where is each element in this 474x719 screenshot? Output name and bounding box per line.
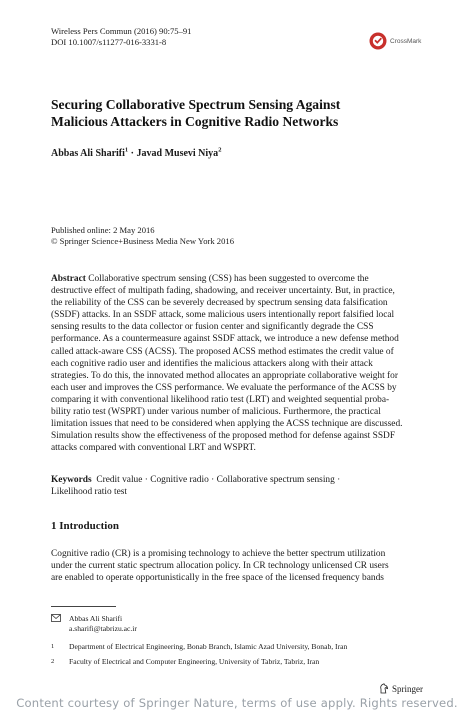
publisher-logo [379,683,423,694]
body-line: under the current static spectrum allocation policy. In CR technology unlicensed CR users [51,561,389,572]
crossmark-badge[interactable] [369,30,449,52]
introduction-text [51,548,424,584]
body-line: Cognitive radio (CR) is a promising technology to achieve the better spectrum utilization [51,549,386,559]
abstract-line: called attack-aware CSS (ACSS). The proposed ACSS method estimates the credit value of [51,346,394,357]
footnote-divider [51,606,116,607]
abstract-line: Simulation results show the effectiveness of the proposed method for defense against SSDF [51,431,396,442]
title-line-1: Securing Collaborative Spectrum Sensing Against [51,97,341,112]
copyright-line: © Springer Science+Business Media New York 2016 [51,236,234,246]
affiliation-marker: 2 [218,146,222,154]
courtesy-watermark: Content courtesy of Springer Nature, terms of use apply. Rights reserved. [16,696,458,710]
corresponding-name: Abbas Ali Sharifi [69,614,123,623]
abstract-line: destructive effect of multipath fading, shadowing, and receiver uncertainty. But, in practice, [51,286,395,297]
keywords [51,474,424,498]
affiliation-marker: 1 [124,146,129,154]
author-separator: · [128,148,137,159]
corresponding-author [51,614,137,634]
affiliation-2 [51,657,319,667]
affiliation-1 [51,642,347,652]
abstract-line: each cognitive radio user and identifies the malicious attackers along with their attack [51,358,373,369]
abstract-line: (SSDF) attacks. In an SSDF attack, some malicious users intentionally report falsified local [51,310,395,321]
publication-info [51,225,234,247]
abstract [51,273,424,454]
affiliation-text: Department of Electrical Engineering, Bonab Branch, Islamic Azad University, Bonab, Iran [69,642,348,651]
abstract-line: bility ratio test (WSPRT) under various number of malicious. Furthermore, the practical [51,407,381,418]
journal-line: Wireless Pers Commun (2016) 90:75–91 [51,26,192,36]
crossmark-label: CrossMark [390,37,422,45]
published-date: Published online: 2 May 2016 [51,225,155,235]
abstract-label: Abstract [51,274,86,284]
abstract-line: performance. As a countermeasure against SSDF attack, we introduce a new defense method [51,334,399,345]
author-name[interactable]: Javad Musevi Niya [136,148,219,159]
author-list [51,148,221,159]
author-name[interactable]: Abbas Ali Sharifi [51,148,125,159]
envelope-icon [51,614,69,634]
abstract-line: comparing it with conventional likelihood ratio test (LRT) and weighted sequential proba- [51,394,390,405]
abstract-line: each user and improves the CSS performance. We evaluate the performance of the ACSS by [51,382,397,393]
springer-horse-icon [379,683,389,694]
keywords-label: Keywords [51,475,92,485]
body-line: are enabled to operate opportunistically in the free space of the licensed frequency bands [51,573,384,584]
abstract-line: strategies. To do this, the innovated method allocates an appropriate collaborative weight for [51,370,398,381]
affiliation-number: 2 [51,658,55,665]
keywords-line: Keywords Credit value · Cognitive radio · Collaborative spectrum sensing · [51,475,341,485]
abstract-line: limitation issues that need to be considered when applying the ACSS technique are discussed. [51,419,403,430]
corresponding-email[interactable]: a.sharifi@tabrizu.ac.ir [69,624,137,633]
abstract-line: the reliability of the CSS can be severely decreased by spectrum sensing data falsification [51,298,388,309]
affiliation-text: Faculty of Electrical and Computer Engineering, University of Tabriz, Tabriz, Iran [69,657,320,666]
abstract-line: sensing results to the data collector or fusion center and significantly degrade the CSS [51,322,374,333]
abstract-line: Abstract Collaborative spectrum sensing (CSS) has been suggested to overcome the [51,274,369,284]
title-line-2: Malicious Attackers in Cognitive Radio Networks [51,114,339,129]
keywords-line: Likelihood ratio test [51,487,128,498]
affiliation-number: 1 [51,643,55,650]
doi-line: DOI 10.1007/s11277-016-3331-8 [51,37,167,47]
publisher-name: Springer [392,683,423,694]
section-heading: 1 Introduction [51,520,119,532]
journal-citation [51,26,191,48]
crossmark-icon [369,32,387,50]
paper-title [51,96,431,130]
abstract-line: attacks compared with conventional LRT and WSPRT. [51,443,256,454]
